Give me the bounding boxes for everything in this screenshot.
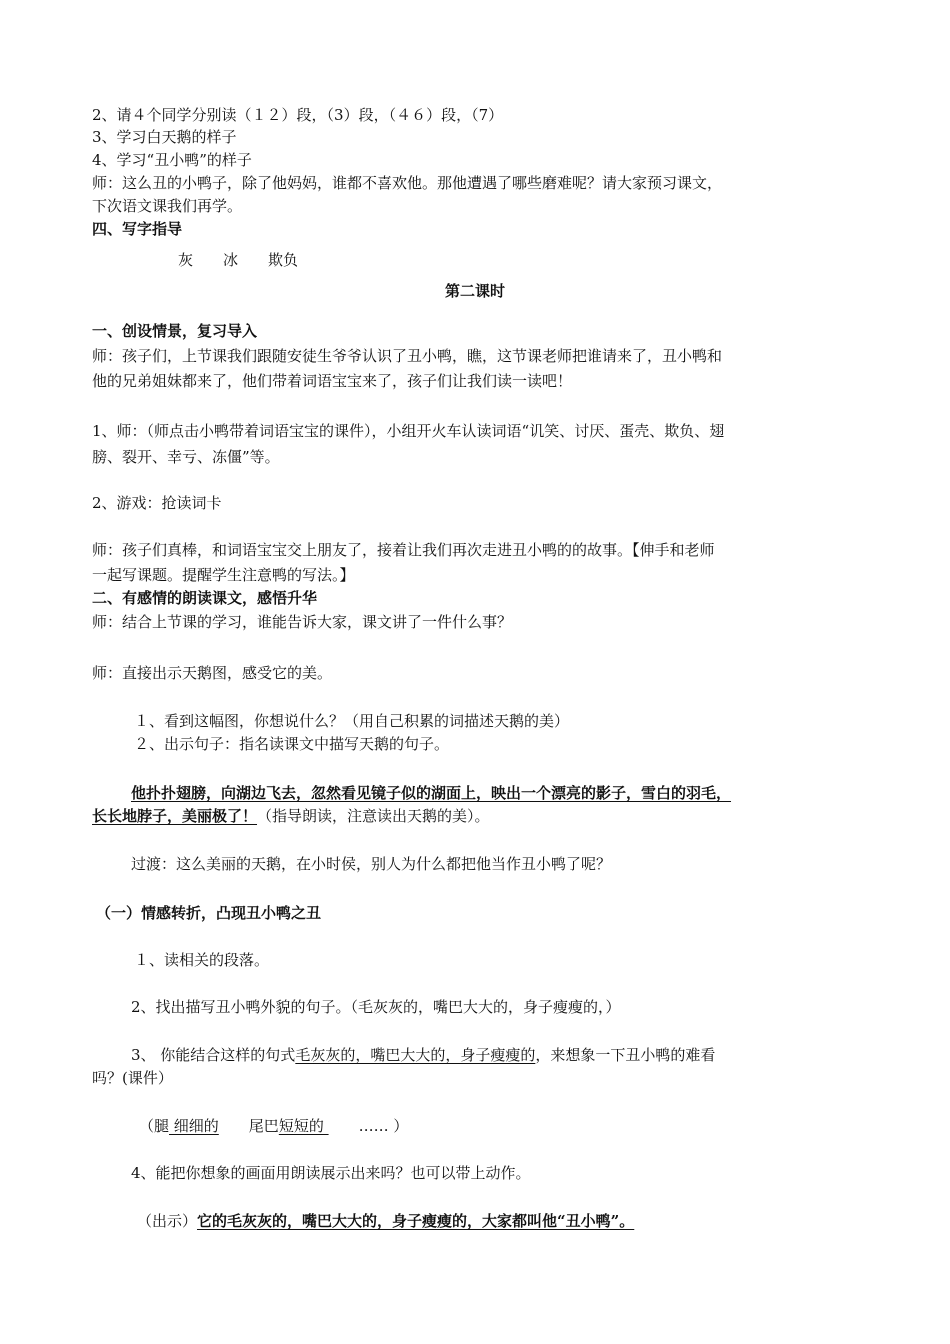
paragraph-2-line-2: 膀、裂开、幸亏、冻僵”等。: [92, 448, 280, 466]
teacher-question-line: 师：结合上节课的学习，谁能告诉大家，课文讲了一件什么事？: [92, 613, 513, 631]
writing-characters: 灰 冰 欺负: [178, 251, 299, 269]
duckling-step-1: １、读相关的段落。: [134, 951, 270, 969]
swan-sentence-bold: 长长地脖子，美丽极了！: [92, 807, 258, 825]
display-sentence: 它的毛灰灰的，嘴巴大大的，身子瘦瘦的，大家都叫他“丑小鸭”。: [197, 1212, 635, 1230]
paragraph-1-line-2: 他的兄弟姐妹都来了，他们带着词语宝宝来了，孩子们让我们读一读吧！: [92, 372, 573, 390]
teacher-text-line: 师：这么丑的小鸭子，除了他妈妈，谁都不喜欢他。那他遭遇了哪些磨难呢？请大家预习课文，: [92, 174, 723, 192]
game-line: 2、游戏：抢读词卡: [92, 494, 222, 512]
imagine-legs: 细细的: [169, 1117, 219, 1135]
step-2-line: 2、请４个同学分别读（１２）段，（3）段，（４６）段，（7）: [92, 106, 504, 124]
paragraph-4-line-1: 师：孩子们真棒，和词语宝宝交上朋友了，接着让我们再次走进丑小鸭的的故事。【伸手和老师: [92, 541, 715, 559]
imagine-line: [139, 1115, 408, 1137]
swan-step-1: １、看到这幅图，你想说什么？（用自己积累的词描述天鹅的美）: [134, 712, 570, 730]
display-sentence-line: [137, 1210, 634, 1232]
step-3-prefix: 3、 你能结合这样的句式: [131, 1046, 296, 1064]
swan-sentence-line-1: 他扑扑翅膀，向湖边飞去，忽然看见镜子似的湖面上，映出一个漂亮的影子，雪白的羽毛，: [131, 784, 732, 802]
subsection-heading-1: （一）情感转折，凸现丑小鸭之丑: [96, 904, 322, 922]
step-3-pattern: 毛灰灰的，嘴巴大大的，身子瘦瘦的: [295, 1046, 536, 1064]
swan-picture-line: 师：直接出示天鹅图，感受它的美。: [92, 664, 333, 682]
imagine-mid: 尾巴: [218, 1117, 279, 1135]
step-3-suffix: ，来想象一下丑小鸭的难看: [535, 1046, 716, 1064]
step-4-line: 4、学习“丑小鸭”的样子: [92, 151, 252, 169]
duckling-step-3-line-2: 吗？(课件）: [92, 1069, 173, 1087]
duckling-step-3-line-1: [131, 1044, 715, 1066]
imagine-prefix: （腿: [139, 1117, 170, 1135]
step-3-line: 3、学习白天鹅的样子: [92, 128, 237, 146]
duckling-step-4: 4、能把你想象的画面用朗读展示出来吗？也可以带上动作。: [131, 1164, 531, 1182]
imagine-tail: 短短的: [278, 1117, 329, 1135]
transition-line: 过渡：这么美丽的天鹅，在小时侯，别人为什么都把他当作丑小鸭了呢？: [131, 855, 612, 873]
section-heading-1: 一、创设情景，复习导入: [92, 322, 258, 340]
paragraph-1-line-1: 师：孩子们，上节课我们跟随安徒生爷爷认识了丑小鸭，瞧，这节课老师把谁请来了，丑小鸭和: [92, 347, 723, 365]
display-prefix: （出示）: [137, 1212, 198, 1230]
swan-step-2: ２、出示句子：指名读课文中描写天鹅的句子。: [134, 735, 450, 753]
swan-sentence-note: （指导朗读，注意读出天鹅的美）。: [257, 807, 490, 825]
duckling-step-2: 2、找出描写丑小鸭外貌的句子。（毛灰灰的，嘴巴大大的，身子瘦瘦的，）: [131, 998, 621, 1016]
imagine-suffix: …… ）: [328, 1117, 409, 1135]
section-heading-writing: 四、写字指导: [92, 220, 183, 238]
teacher-text-line-cont: 下次语文课我们再学。: [92, 197, 243, 215]
paragraph-2-line-1: 1、师：（师点击小鸭带着词语宝宝的课件），小组开火车认读词语“讥笑、讨厌、蛋壳、欺负、翅: [92, 422, 725, 440]
lesson-title: 第二课时: [444, 282, 505, 300]
section-heading-2: 二、有感情的朗读课文，感悟升华: [92, 589, 318, 607]
swan-sentence-line-2: [92, 805, 490, 827]
paragraph-4-line-2: 一起写课题。提醒学生注意鸭的写法。】: [92, 566, 355, 584]
